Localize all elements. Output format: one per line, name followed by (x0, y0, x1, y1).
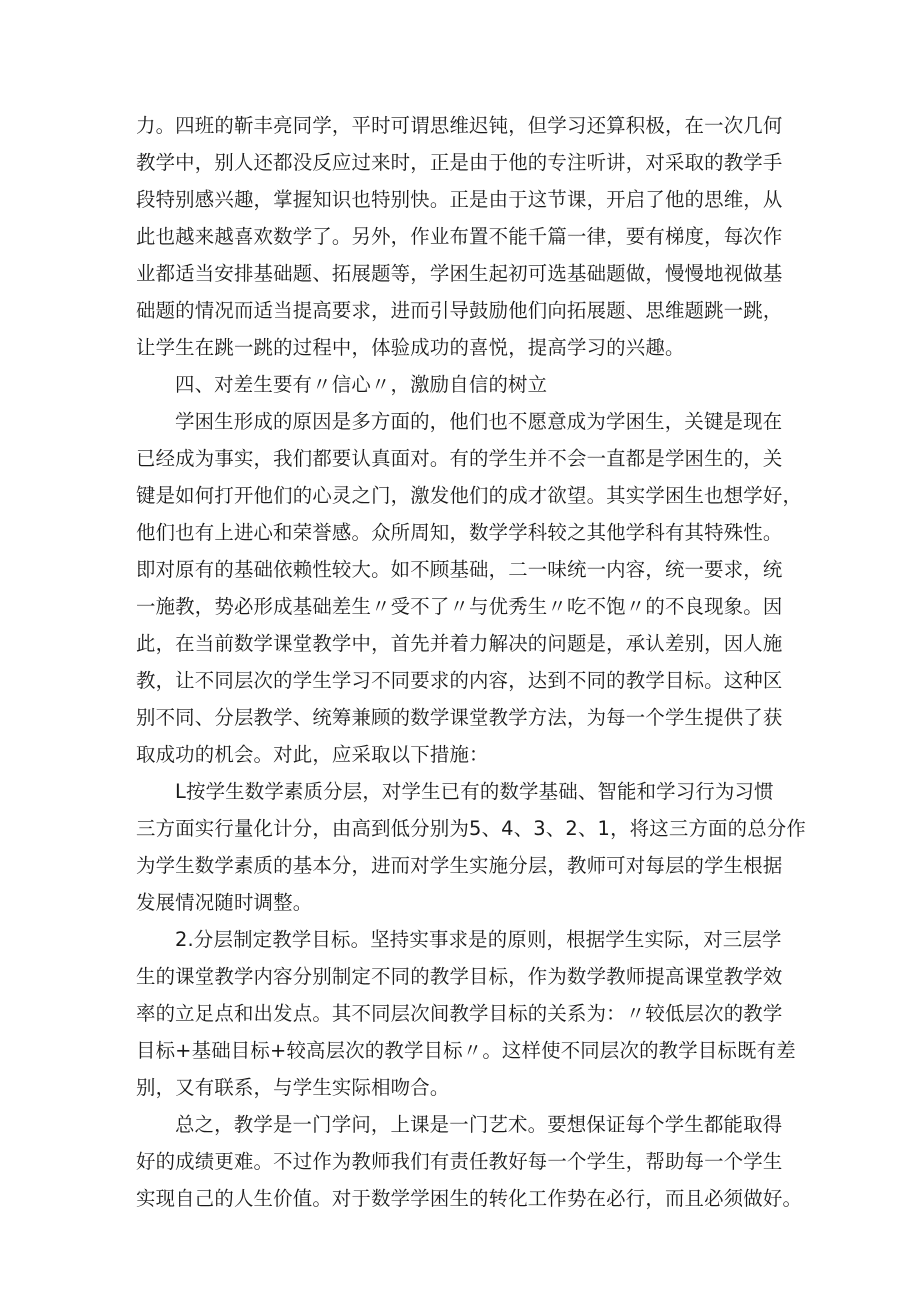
text-line: 学困生形成的原因是多方面的，他们也不愿意成为学困生，关键是现在 (175, 410, 783, 433)
text-line: 三方面实行量化计分，由高到低分别为5、4、3、2、1，将这三方面的总分作 (136, 817, 806, 840)
text-line: 率的立足点和出发点。其不同层次间教学目标的关系为：〃较低层次的教学 (136, 1002, 783, 1025)
text-line: 已经成为事实，我们都要认真面对。有的学生并不会一直都是学困生的，关 (136, 447, 783, 470)
text-line: 一施教，势必形成基础差生〃受不了〃与优秀生〃吃不饱〃的不良现象。因 (136, 595, 783, 618)
text-line: 目标+基础目标+较高层次的教学目标〃。这样使不同层次的教学目标既有差 (136, 1039, 796, 1062)
text-line: L按学生数学素质分层，对学生已有的数学基础、智能和学习行为习惯 (175, 780, 774, 803)
text-line: 力。四班的靳丰亮同学，平时可谓思维迟钝，但学习还算积极，在一次几何 (136, 114, 783, 137)
text-line: 2.分层制定教学目标。坚持实事求是的原则，根据学生实际，对三层学 (175, 928, 782, 951)
paragraph-measure-2 (136, 921, 796, 1106)
text-line: 取成功的机会。对此，应采取以下措施： (136, 743, 489, 766)
paragraph-measure-1 (136, 773, 806, 921)
text-line: 业都适当安排基础题、拓展题等，学困生起初可选基础题做，慢慢地视做基 (136, 262, 783, 285)
text-line: 段特别感兴趣，掌握知识也特别快。正是由于这节课，开启了他的思维，从 (136, 188, 783, 211)
text-line: 础题的情况而适当提高要求，进而引导鼓励他们向拓展题、思维题跳一跳， (136, 299, 783, 322)
text-line: 生的课堂教学内容分别制定不同的教学目标，作为数学教师提高课堂教学效 (136, 965, 783, 988)
text-line: 此也越来越喜欢数学了。另外，作业布置不能千篇一律，要有梯度，每次作 (136, 225, 783, 248)
text-line: 教学中，别人还都没反应过来时，正是由于他的专注听讲，对采取的教学手 (136, 151, 783, 174)
text-line: 为学生数学素质的基本分，进而对学生实施分层，教师可对每层的学生根据 (136, 854, 783, 877)
text-line: 即对原有的基础依赖性较大。如不顾基础，二一味统一内容，统一要求，统 (136, 558, 783, 581)
section-heading-text: 四、对差生要有〃信心〃，激励自信的树立 (175, 373, 548, 396)
text-line: 别不同、分层教学、统筹兼顾的数学课堂教学方法，为每一个学生提供了获 (136, 706, 783, 729)
document-page (136, 107, 806, 1217)
text-line: 别，又有联系，与学生实际相吻合。 (136, 1076, 450, 1099)
section-heading (136, 366, 790, 403)
paragraph-reasons (136, 403, 803, 773)
text-line: 键是如何打开他们的心灵之门，激发他们的成才欲望。其实学困生也想学好， (136, 484, 803, 507)
text-line: 此，在当前数学课堂教学中，首先并着力解决的问题是，承认差别，因人施 (136, 632, 783, 655)
text-line: 发展情况随时调整。 (136, 891, 313, 914)
text-line: 实现自己的人生价值。对于数学学困生的转化工作势在必行，而且必须做好。 (136, 1187, 803, 1210)
text-line: 他们也有上进心和荣誉感。众所周知，数学学科较之其他学科有其特殊性。 (136, 521, 783, 544)
text-line: 好的成绩更难。不过作为教师我们有责任教好每一个学生，帮助每一个学生 (136, 1150, 783, 1173)
text-line: 教，让不同层次的学生学习不同要求的内容，达到不同的教学目标。这种区 (136, 669, 783, 692)
text-line: 让学生在跳一跳的过程中，体验成功的喜悦，提高学习的兴趣。 (136, 336, 685, 359)
paragraph-conclusion (136, 1106, 803, 1217)
text-line: 总之，教学是一门学问，上课是一门艺术。要想保证每个学生都能取得 (175, 1113, 783, 1136)
paragraph-continuation (136, 107, 790, 366)
